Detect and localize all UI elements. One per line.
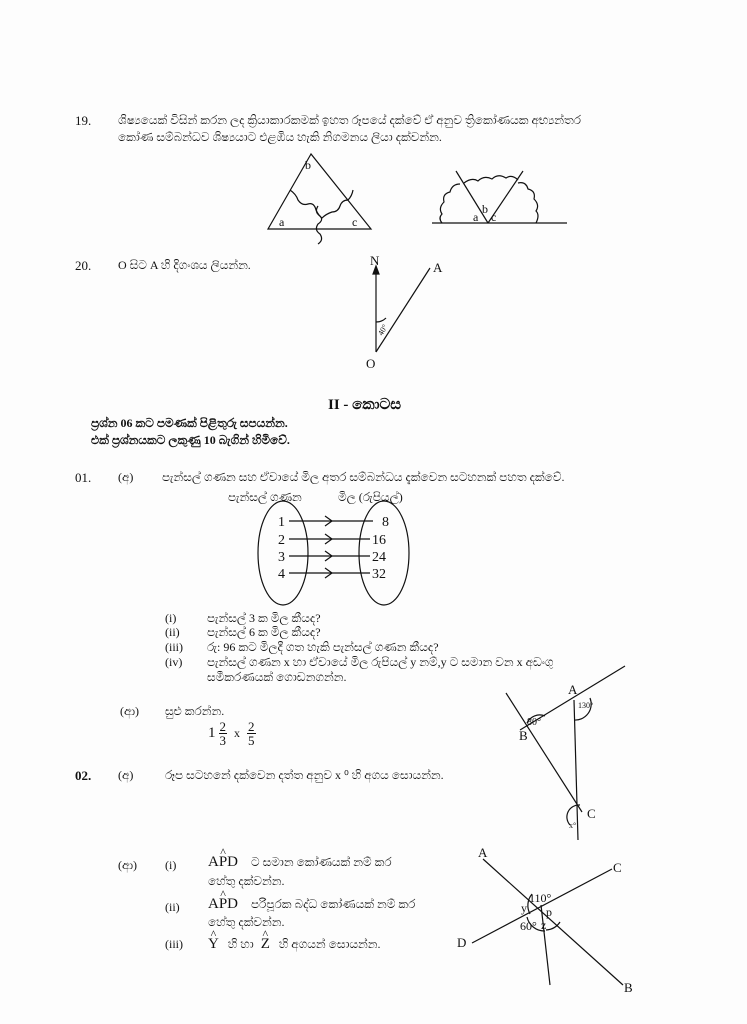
angle-apd: ^ APD	[208, 855, 238, 870]
q02-sub-i-line	[208, 855, 392, 870]
mapping-right-4: 32	[372, 567, 386, 582]
q19-straight-line-figure	[432, 171, 567, 223]
q02-sub-iii-mid: හි හා	[227, 937, 254, 951]
q02a-triangle-figure	[506, 666, 625, 840]
q02b-label-a: A	[478, 845, 488, 860]
q20-label-a: A	[433, 260, 443, 275]
q19-line-label-b: b	[482, 202, 488, 216]
q02a-label-a: A	[568, 682, 578, 697]
q02a-angle-a: 130°	[578, 701, 594, 710]
expr-whole: 1	[208, 725, 216, 741]
q02-sub-iii-label: (iii)	[165, 937, 183, 951]
q02-sub-i-text: ට සමාන කෝණයක් නම් කර	[251, 855, 392, 869]
q20-label-o: O	[366, 356, 376, 371]
q02-sub-i-label: (i)	[165, 858, 177, 872]
q02a-label-b: B	[519, 728, 528, 743]
q02b-angle-60: 60°	[520, 919, 537, 933]
q02a-label-c: C	[587, 806, 596, 821]
q19-text-line1: ශිෂ්‍යයෙක් විසින් කරන ලද ක්‍රියාකාරකමක් ඉහත රූපයේ දක්වේ ඒ අනුව ත්‍රිකෝණයක අභ්‍යන්තර	[118, 113, 582, 127]
q01-sub-iv-text: පැන්සල් ගණන x හා ඒවායේ මිල රුපියල් y නම්,y ට සමාන වන x අඩංගු	[207, 655, 554, 669]
mapping-right-header: මිල (රුපියල්)	[338, 490, 403, 504]
q01-sub-iii-label: (iii)	[165, 640, 183, 654]
q02b-label-y: y	[521, 901, 527, 915]
angle-z: ^ Z	[261, 937, 270, 952]
expr-fraction-1	[219, 720, 228, 747]
expr-operator: x	[234, 726, 240, 740]
q19-triangle-figure	[268, 154, 371, 244]
q02b-label-z: z	[541, 918, 547, 932]
q19-label-a: a	[279, 215, 285, 229]
q02b-label-p: p	[546, 905, 552, 919]
q19-line-label-c: c	[491, 210, 497, 224]
q19-line-label-a: a	[473, 210, 479, 224]
q01-number: 01.	[75, 470, 92, 485]
q02-part-a-text: රූප සටහනේ දක්වෙන දත්ත අනුව x ⁰ හි අගය සොයන්න.	[165, 768, 444, 782]
q19-text-line2: කෝණ සම්බන්ධව ශිෂ්‍යයාට එළඹිය හැකි නිගමනය ලියා දක්වන්න.	[118, 130, 442, 144]
q02a-angle-c: x°	[569, 821, 577, 830]
q01-part-b-text: සුළු කරන්න.	[165, 704, 225, 718]
q20-number: 20.	[75, 258, 92, 273]
expr-fraction-2	[247, 720, 256, 747]
mapping-left-2: 2	[278, 533, 285, 548]
q01-sub-ii-label: (ii)	[165, 625, 180, 639]
q20-bearing-figure	[373, 266, 430, 352]
q02b-intersecting-lines-figure	[472, 859, 623, 985]
mapping-right-2: 16	[372, 533, 386, 548]
q02a-angle-b: 80°	[527, 717, 541, 728]
q02b-label-b: B	[624, 980, 633, 995]
q01-part-b-label: (ආ)	[120, 704, 140, 718]
mapping-left-1: 1	[278, 515, 285, 530]
q02-sub-i-text2: හේතු දක්වන්න.	[208, 874, 285, 888]
mapping-left-header: පැන්සල් ගණන	[228, 490, 302, 504]
angle-y: ^ Y	[208, 937, 219, 952]
q02-sub-iii-text: හි අගයන් සොයන්න.	[278, 937, 381, 951]
section-instruction-2: එක් ප්‍රශ්නයකට ලකුණු 10 බැගින් හිමිවේ.	[91, 433, 290, 447]
fraction-expression	[208, 720, 259, 747]
q01-sub-ii-text: පැන්සල් 6 ක මිල කීයද?	[207, 625, 321, 639]
q01-sub-i-label: (i)	[165, 611, 177, 625]
expr-den2: 5	[248, 733, 255, 748]
section-title: II - කොටස	[328, 397, 402, 413]
q02-sub-ii-text: පරිපූරක බද්ධ කෝණයක් නම් කර	[251, 897, 416, 911]
q02-part-b-label: (ආ)	[118, 858, 138, 872]
q02-sub-iii-line	[208, 937, 381, 952]
expr-num1: 2	[219, 719, 226, 734]
q01-sub-i-text: පැන්සල් 3 ක මිල කීයද?	[207, 611, 321, 625]
q01-sub-iv-text2: සමීකරණයක් ගොඩනගන්න.	[207, 670, 347, 684]
q19-label-c: c	[352, 215, 358, 229]
mapping-left-4: 4	[278, 567, 285, 582]
q01-sub-iii-text: රු: 96 කට මිලදී ගත හැකි පැන්සල් ගණන කීයද?	[207, 640, 439, 654]
mapping-right-1: 8	[382, 515, 389, 530]
q02-sub-ii-label: (ii)	[165, 900, 180, 914]
mapping-left-3: 3	[278, 550, 285, 565]
q02b-angle-110: 110°	[529, 891, 552, 905]
q02b-label-d: D	[457, 935, 467, 950]
q01-sub-iv-label: (iv)	[165, 655, 183, 669]
q19-label-b: b	[305, 158, 311, 172]
q20-label-n: N	[370, 253, 380, 268]
q20-text: O සිට A හි දිගංශය ලියන්න.	[118, 258, 251, 272]
q02-part-a-label: (අ)	[118, 768, 134, 782]
q01-part-a-label: (අ)	[118, 470, 134, 484]
q19-number: 19.	[75, 113, 92, 128]
q02-sub-ii-line	[208, 897, 415, 912]
q02-sub-ii-text2: හේතු දක්වන්න.	[208, 915, 285, 929]
q20-angle-label: 40°	[376, 322, 390, 338]
q02-number: 02.	[75, 768, 92, 783]
q02b-label-c: C	[613, 860, 622, 875]
angle-apd: ^ APD	[208, 897, 238, 912]
q01-part-a-text: පැන්සල් ගණන සහ ඒවායේ මිල අතර සම්බන්ධය දැක්වෙන සටහනක් පහත දක්වේ.	[162, 470, 565, 484]
expr-den1: 3	[219, 733, 226, 748]
expr-num2: 2	[248, 719, 255, 734]
section-instruction-1: ප්‍රශ්න 06 කට පමණක් පිළිතුරු සපයන්න.	[91, 416, 288, 430]
mapping-right-3: 24	[372, 550, 386, 565]
